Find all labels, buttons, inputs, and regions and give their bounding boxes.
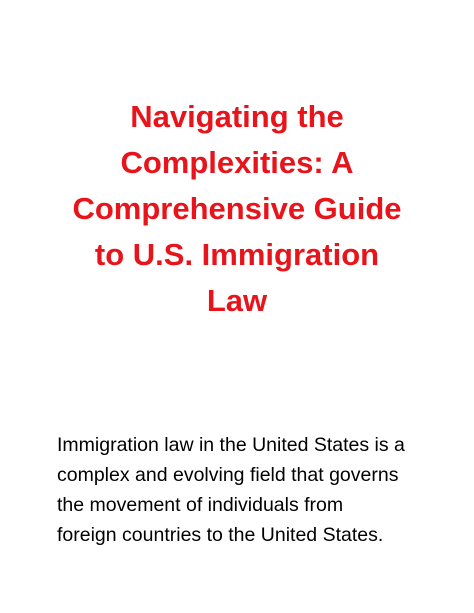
intro-paragraph	[57, 430, 457, 550]
paragraph-line: complex and evolving field that governs	[57, 464, 399, 486]
paragraph-line: Immigration law in the United States is a	[57, 434, 405, 456]
title-line: to U.S. Immigration	[94, 237, 380, 272]
paragraph-line: the movement of individuals from	[57, 494, 344, 516]
title-line: Complexities: A	[120, 145, 354, 180]
document-title	[30, 94, 444, 324]
title-line: Navigating the	[130, 99, 344, 134]
title-line: Law	[206, 283, 268, 318]
title-line: Comprehensive Guide	[72, 191, 402, 226]
paragraph-line: foreign countries to the United States.	[57, 524, 384, 546]
